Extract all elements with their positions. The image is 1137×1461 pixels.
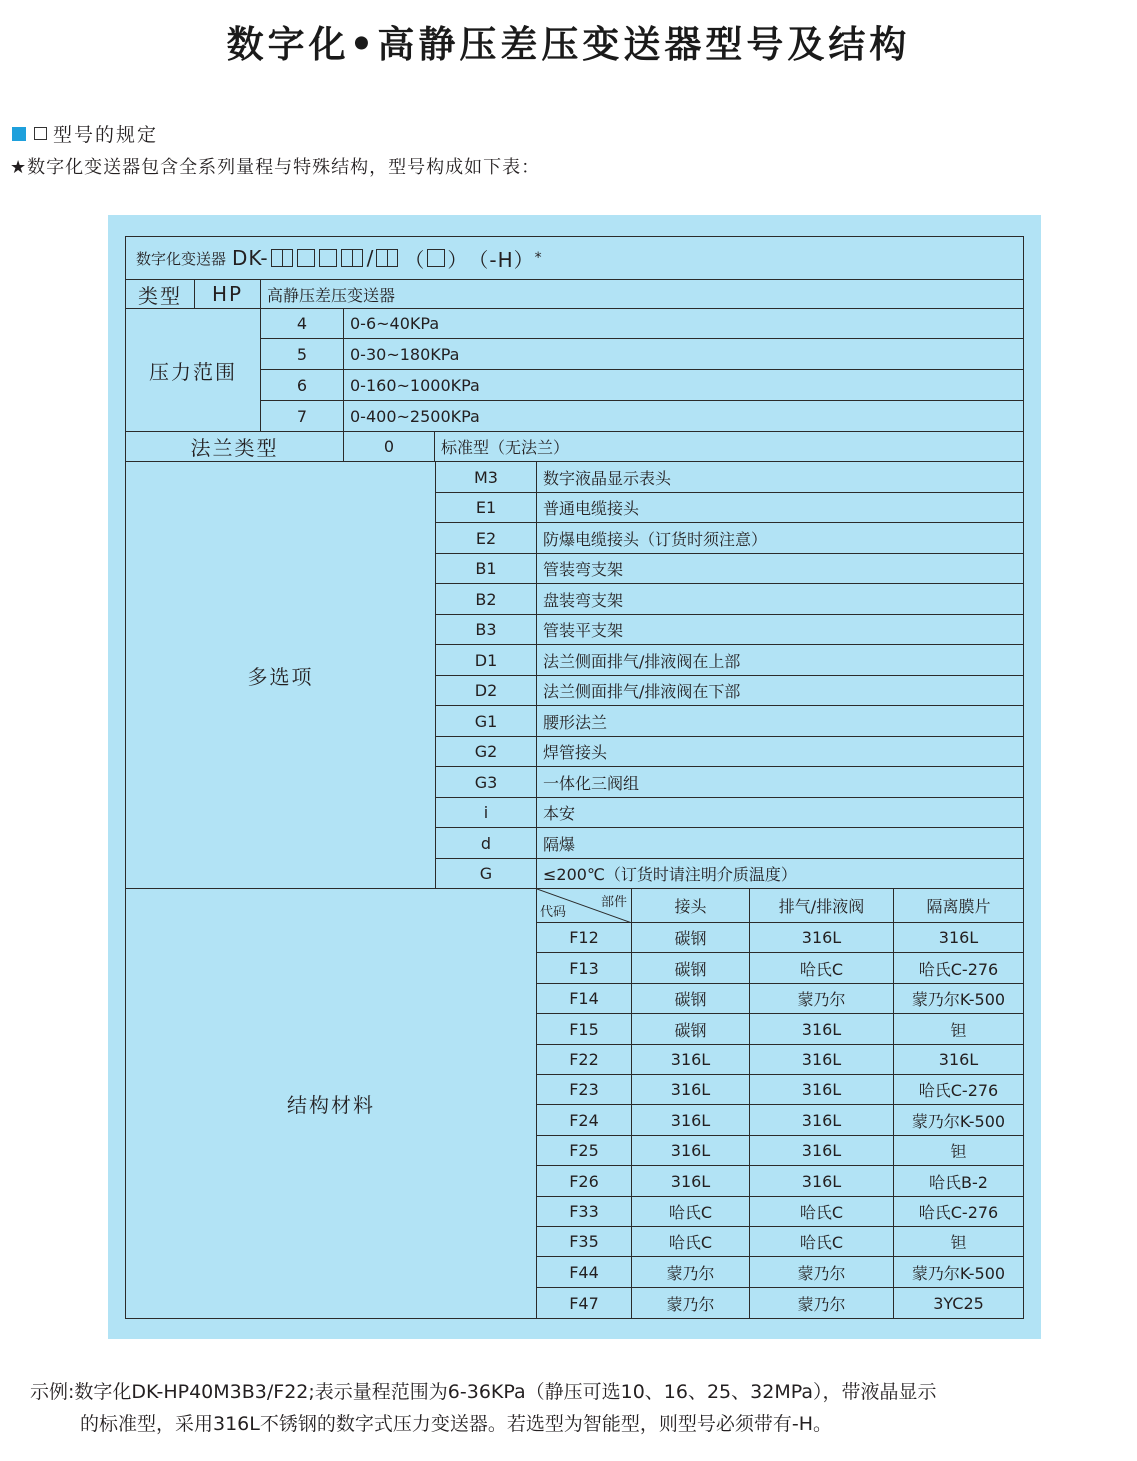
- material-code: F12: [537, 923, 632, 953]
- option-code: G3: [436, 767, 537, 798]
- material-vent-valve: 蒙乃尔: [750, 984, 894, 1014]
- option-code: B2: [436, 584, 537, 615]
- material-fitting: 哈氏C: [632, 1197, 750, 1227]
- model-code-header: [126, 237, 1023, 280]
- placeholder-box-icon: [319, 249, 337, 267]
- corner-bottom-label: 代码: [540, 905, 567, 920]
- material-diaphragm: 哈氏C-276: [894, 1075, 1023, 1105]
- materials-col-header: 隔离膜片: [894, 889, 1023, 923]
- placeholder-box-icon: [297, 249, 315, 267]
- type-desc: 高静压差压变送器: [261, 280, 1023, 309]
- material-vent-valve: 蒙乃尔: [750, 1288, 894, 1318]
- pressure-code: 4: [261, 309, 344, 339]
- corner-top-label: 部件: [600, 895, 627, 910]
- placeholder-box-icon: [427, 249, 445, 267]
- material-diaphragm: 蒙乃尔K-500: [894, 1105, 1023, 1136]
- materials-col-header: 接头: [632, 889, 750, 923]
- material-diaphragm: 蒙乃尔K-500: [894, 984, 1023, 1014]
- material-diaphragm: 钽: [894, 1136, 1023, 1166]
- material-vent-valve: 蒙乃尔: [750, 1257, 894, 1288]
- option-code: d: [436, 828, 537, 859]
- material-vent-valve: 316L: [750, 1014, 894, 1045]
- material-fitting: 哈氏C: [632, 1227, 750, 1257]
- pressure-code: 6: [261, 370, 344, 401]
- option-desc: 盘装弯支架: [537, 584, 1023, 615]
- pressure-desc: 0-160~1000KPa: [344, 370, 1023, 401]
- option-desc: 防爆电缆接头（订货时须注意）: [537, 523, 1023, 554]
- intro-text: ★数字化变送器包含全系列量程与特殊结构，型号构成如下表：: [10, 157, 541, 178]
- option-code: G: [436, 859, 537, 889]
- option-code: B1: [436, 554, 537, 584]
- material-code: F47: [537, 1288, 632, 1318]
- page-title: 数字化•高静压差压变送器型号及结构: [226, 23, 911, 66]
- pressure-code: 5: [261, 339, 344, 370]
- material-fitting: 316L: [632, 1045, 750, 1075]
- option-desc: 一体化三阀组: [537, 767, 1023, 798]
- material-diaphragm: 哈氏C-276: [894, 1197, 1023, 1227]
- material-code: F15: [537, 1014, 632, 1045]
- flange-desc: 标准型（无法兰）: [435, 432, 1023, 462]
- option-code: G1: [436, 706, 537, 737]
- pressure-desc: 0-400~2500KPa: [344, 401, 1023, 432]
- material-fitting: 316L: [632, 1105, 750, 1136]
- materials-col-header: 排气/排液阀: [750, 889, 894, 923]
- material-code: F33: [537, 1197, 632, 1227]
- material-vent-valve: 316L: [750, 1136, 894, 1166]
- material-code: F25: [537, 1136, 632, 1166]
- option-desc: 本安: [537, 798, 1023, 828]
- material-fitting: 碳钢: [632, 953, 750, 984]
- material-fitting: 316L: [632, 1075, 750, 1105]
- section-heading-text: 型号的规定: [53, 124, 159, 146]
- option-desc: ≤200℃（订货时请注明介质温度）: [537, 859, 1023, 889]
- material-diaphragm: 钽: [894, 1227, 1023, 1257]
- option-desc: 焊管接头: [537, 737, 1023, 767]
- option-code: B3: [436, 615, 537, 645]
- placeholder-box-icon: [271, 249, 293, 267]
- header-code-start: DK-: [232, 246, 269, 270]
- option-code: D1: [436, 645, 537, 676]
- pressure-desc: 0-6~40KPa: [344, 309, 1023, 339]
- material-code: F23: [537, 1075, 632, 1105]
- option-code: D2: [436, 676, 537, 706]
- option-code: E2: [436, 523, 537, 554]
- header-slash: /: [366, 246, 375, 270]
- material-code: F44: [537, 1257, 632, 1288]
- option-desc: 管装平支架: [537, 615, 1023, 645]
- pressure-label: 压力范围: [126, 309, 261, 432]
- empty-square-icon: [34, 127, 47, 140]
- material-vent-valve: 316L: [750, 1166, 894, 1197]
- material-diaphragm: 3YC25: [933, 1293, 984, 1313]
- material-fitting: 碳钢: [632, 923, 750, 953]
- flange-label: 法兰类型: [126, 432, 344, 462]
- material-vent-valve: 316L: [750, 923, 894, 953]
- blue-square-bullet-icon: [12, 127, 26, 141]
- option-code: E1: [436, 493, 537, 523]
- material-fitting: 316L: [632, 1136, 750, 1166]
- material-diaphragm: 哈氏B-2: [894, 1166, 1023, 1197]
- material-fitting: 蒙乃尔: [632, 1257, 750, 1288]
- material-vent-valve: 哈氏C: [750, 1227, 894, 1257]
- example-line-1: 示例:数字化DK-HP40M3B3/F22;表示量程范围为6-36KPa（静压可选10、16、25、32MPa），带液晶显示: [30, 1381, 937, 1403]
- material-vent-valve: 哈氏C: [750, 1197, 894, 1227]
- pressure-desc: 0-30~180KPa: [344, 339, 1023, 370]
- material-code: F14: [537, 984, 632, 1014]
- material-code: F35: [537, 1227, 632, 1257]
- option-desc: 管装弯支架: [537, 554, 1023, 584]
- material-fitting: 碳钢: [632, 984, 750, 1014]
- materials-corner-header: [537, 889, 632, 923]
- placeholder-box-icon: [341, 249, 363, 267]
- material-diaphragm: 钽: [894, 1014, 1023, 1045]
- section-heading: [12, 120, 158, 147]
- header-star: *: [534, 250, 542, 266]
- example-line-2: 的标准型，采用316L不锈钢的数字式压力变送器。若选型为智能型，则型号必须带有-H。: [80, 1413, 832, 1435]
- materials-label: 结构材料: [126, 889, 537, 1318]
- material-code: F26: [537, 1166, 632, 1197]
- material-code: F24: [537, 1105, 632, 1136]
- option-desc: 法兰侧面排气/排液阀在下部: [537, 676, 1023, 706]
- material-diaphragm: 316L: [894, 923, 1023, 953]
- header-paren-close: ）: [447, 247, 469, 272]
- material-fitting: 蒙乃尔: [632, 1288, 750, 1318]
- model-table: [125, 236, 1024, 1319]
- material-fitting: 316L: [632, 1166, 750, 1197]
- option-code: M3: [436, 462, 537, 493]
- option-code: i: [436, 798, 537, 828]
- option-desc: 数字液晶显示表头: [537, 462, 1023, 493]
- option-desc: 普通电缆接头: [537, 493, 1023, 523]
- option-desc: 隔爆: [537, 828, 1023, 859]
- material-vent-valve: 316L: [750, 1105, 894, 1136]
- material-diaphragm: 316L: [894, 1045, 1023, 1075]
- type-label: 类型: [126, 280, 195, 309]
- material-diaphragm: 蒙乃尔K-500: [894, 1257, 1023, 1288]
- example-note: [30, 1376, 1120, 1440]
- placeholder-box-icon: [376, 249, 398, 267]
- option-desc: 腰形法兰: [537, 706, 1023, 737]
- header-paren-open: （: [404, 247, 426, 272]
- pressure-code: 7: [261, 401, 344, 432]
- material-vent-valve: 316L: [750, 1075, 894, 1105]
- material-code: F22: [537, 1045, 632, 1075]
- option-desc: 法兰侧面排气/排液阀在上部: [537, 645, 1023, 676]
- options-label: 多选项: [126, 462, 436, 889]
- option-code: G2: [436, 737, 537, 767]
- material-vent-valve: 316L: [750, 1045, 894, 1075]
- material-fitting: 碳钢: [632, 1014, 750, 1045]
- material-code: F13: [537, 953, 632, 984]
- flange-code: 0: [344, 432, 435, 462]
- material-vent-valve: 哈氏C: [750, 953, 894, 984]
- header-h-suffix: （-H）: [468, 247, 535, 272]
- type-code: HP: [195, 280, 261, 309]
- material-diaphragm: 哈氏C-276: [894, 953, 1023, 984]
- header-prefix: 数字化变送器: [136, 249, 227, 268]
